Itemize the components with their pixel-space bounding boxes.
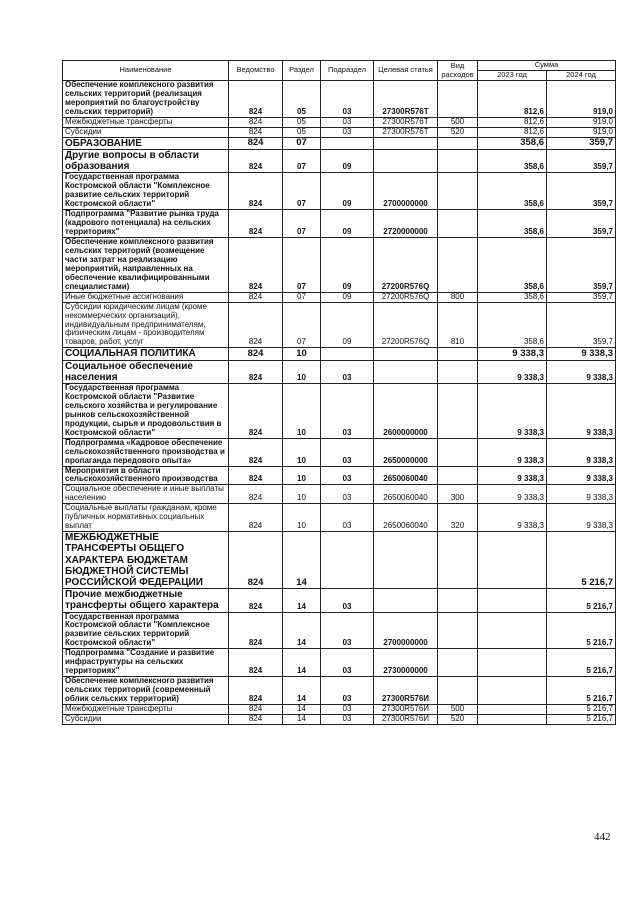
table-row <box>63 292 616 302</box>
cell-dept: 824 <box>229 504 283 532</box>
cell-target: 27300R576И <box>374 677 438 705</box>
cell-kind <box>438 589 478 612</box>
cell-section: 14 <box>283 532 321 589</box>
cell-name: Подпрограмма «Кадровое обеспечение сельскохозяйственного производства и пропаганда передового опыта» <box>63 438 229 466</box>
cell-y2023 <box>478 589 547 612</box>
cell-name: Другие вопросы в области образования <box>63 149 229 172</box>
cell-section: 14 <box>283 705 321 715</box>
cell-kind <box>438 677 478 705</box>
cell-kind <box>438 348 478 360</box>
cell-name: Межбюджетные трансферты <box>63 117 229 127</box>
cell-y2023: 812,6 <box>478 127 547 137</box>
cell-y2023: 358,6 <box>478 149 547 172</box>
cell-y2023 <box>478 532 547 589</box>
cell-y2023: 358,6 <box>478 302 547 348</box>
table-row <box>63 383 616 438</box>
col-header-section: Раздел <box>283 61 321 81</box>
cell-y2024: 919,0 <box>547 127 616 137</box>
cell-y2023: 9 338,3 <box>478 485 547 504</box>
cell-subsection: 03 <box>321 81 374 118</box>
cell-y2023 <box>478 612 547 649</box>
cell-name: Субсидии юридическим лицам (кроме некоммерческих организаций), индивидуальным предпринимателям, физическим лицам - производителям товаров, работ, услуг <box>63 302 229 348</box>
cell-target <box>374 137 438 149</box>
cell-kind: 810 <box>438 302 478 348</box>
cell-name: Социальное обеспечение и иные выплаты населению <box>63 485 229 504</box>
table-row <box>63 360 616 383</box>
cell-target: 2700000000 <box>374 612 438 649</box>
cell-name: СОЦИАЛЬНАЯ ПОЛИТИКА <box>63 348 229 360</box>
cell-y2024: 5 216,7 <box>547 589 616 612</box>
cell-name: Государственная программа Костромской области "Комплексное развитие сельских территорий Костромской области" <box>63 173 229 210</box>
table-row <box>63 485 616 504</box>
table-row <box>63 210 616 238</box>
cell-subsection: 03 <box>321 589 374 612</box>
cell-y2023 <box>478 649 547 677</box>
cell-name: Обеспечение комплексного развития сельских территорий (реализация мероприятий по благоустройству сельских территорий) <box>63 81 229 118</box>
cell-y2024: 9 338,3 <box>547 438 616 466</box>
cell-section: 07 <box>283 292 321 302</box>
table-row <box>63 532 616 589</box>
table-row <box>63 149 616 172</box>
cell-target: 27300R576T <box>374 117 438 127</box>
cell-target <box>374 589 438 612</box>
cell-y2024: 9 338,3 <box>547 348 616 360</box>
cell-section: 07 <box>283 149 321 172</box>
cell-section: 07 <box>283 137 321 149</box>
cell-y2024: 359,7 <box>547 173 616 210</box>
cell-y2024: 5 216,7 <box>547 612 616 649</box>
cell-target: 2650060040 <box>374 485 438 504</box>
cell-target: 2650000000 <box>374 438 438 466</box>
cell-subsection: 09 <box>321 149 374 172</box>
cell-subsection: 03 <box>321 612 374 649</box>
table-row <box>63 117 616 127</box>
cell-subsection: 03 <box>321 117 374 127</box>
cell-section: 10 <box>283 360 321 383</box>
table-row <box>63 127 616 137</box>
cell-dept: 824 <box>229 127 283 137</box>
cell-subsection: 03 <box>321 677 374 705</box>
cell-y2023: 9 338,3 <box>478 466 547 485</box>
col-header-2023: 2023 год <box>478 71 547 81</box>
cell-kind: 300 <box>438 485 478 504</box>
cell-section: 10 <box>283 438 321 466</box>
cell-target: 27200R576Q <box>374 292 438 302</box>
cell-subsection: 03 <box>321 360 374 383</box>
cell-kind <box>438 173 478 210</box>
cell-section: 10 <box>283 383 321 438</box>
cell-y2024: 9 338,3 <box>547 383 616 438</box>
cell-name: Государственная программа Костромской области "Развитие сельского хозяйства и регулирование рынков сельскохозяйственной продукции, сырья и продовольствия в Костромской области" <box>63 383 229 438</box>
cell-kind: 800 <box>438 292 478 302</box>
table-row <box>63 302 616 348</box>
cell-section: 14 <box>283 612 321 649</box>
table-row <box>63 705 616 715</box>
cell-y2024: 359,7 <box>547 137 616 149</box>
cell-dept: 824 <box>229 292 283 302</box>
cell-y2024: 5 216,7 <box>547 532 616 589</box>
cell-section: 05 <box>283 127 321 137</box>
col-header-2024: 2024 год <box>547 71 616 81</box>
cell-section: 07 <box>283 173 321 210</box>
cell-dept: 824 <box>229 360 283 383</box>
cell-kind: 520 <box>438 127 478 137</box>
table-row <box>63 612 616 649</box>
cell-subsection <box>321 137 374 149</box>
cell-y2023: 9 338,3 <box>478 360 547 383</box>
cell-name: Подпрограмма "Создание и развитие инфраструктуры на сельских территориях" <box>63 649 229 677</box>
cell-target: 2730000000 <box>374 649 438 677</box>
cell-name: Подпрограмма "Развитие рынка труда (кадрового потенциала) на сельских территориях" <box>63 210 229 238</box>
cell-subsection: 09 <box>321 237 374 292</box>
cell-subsection: 09 <box>321 302 374 348</box>
cell-name: Обеспечение комплексного развития сельских территорий (возмещение части затрат на реализацию мероприятий, направленных на обеспечение квалифицированными специалистами) <box>63 237 229 292</box>
cell-section: 10 <box>283 466 321 485</box>
cell-section: 10 <box>283 504 321 532</box>
cell-kind <box>438 532 478 589</box>
table-row <box>63 589 616 612</box>
col-header-name: Наименование <box>63 61 229 81</box>
cell-y2024: 9 338,3 <box>547 485 616 504</box>
cell-kind: 520 <box>438 715 478 725</box>
cell-kind <box>438 466 478 485</box>
cell-dept: 824 <box>229 237 283 292</box>
cell-name: Социальные выплаты гражданам, кроме публичных нормативных социальных выплат <box>63 504 229 532</box>
cell-y2023: 9 338,3 <box>478 348 547 360</box>
cell-dept: 824 <box>229 532 283 589</box>
cell-section: 05 <box>283 81 321 118</box>
cell-dept: 824 <box>229 677 283 705</box>
table-row <box>63 81 616 118</box>
cell-subsection: 03 <box>321 504 374 532</box>
cell-y2023: 9 338,3 <box>478 438 547 466</box>
table-row <box>63 348 616 360</box>
cell-kind <box>438 612 478 649</box>
cell-y2024: 359,7 <box>547 149 616 172</box>
cell-name: Прочие межбюджетные трансферты общего характера <box>63 589 229 612</box>
cell-name: Субсидии <box>63 715 229 725</box>
cell-y2023 <box>478 705 547 715</box>
cell-y2023: 358,6 <box>478 210 547 238</box>
cell-section: 10 <box>283 348 321 360</box>
cell-dept: 824 <box>229 81 283 118</box>
cell-target: 27300R576И <box>374 715 438 725</box>
cell-subsection: 03 <box>321 466 374 485</box>
cell-y2024: 9 338,3 <box>547 504 616 532</box>
header-row <box>63 61 616 71</box>
table-row <box>63 466 616 485</box>
cell-name: Иные бюджетные ассигнования <box>63 292 229 302</box>
cell-dept: 824 <box>229 589 283 612</box>
cell-subsection: 03 <box>321 705 374 715</box>
cell-section: 14 <box>283 677 321 705</box>
cell-dept: 824 <box>229 438 283 466</box>
cell-target: 27300R576T <box>374 127 438 137</box>
cell-kind <box>438 438 478 466</box>
cell-name: Социальное обеспечение населения <box>63 360 229 383</box>
cell-target <box>374 348 438 360</box>
table-row <box>63 237 616 292</box>
cell-dept: 824 <box>229 383 283 438</box>
col-header-dept: Ведомство <box>229 61 283 81</box>
cell-y2024: 359,7 <box>547 302 616 348</box>
cell-dept: 824 <box>229 117 283 127</box>
cell-subsection: 09 <box>321 173 374 210</box>
col-header-target: Целевая статья <box>374 61 438 81</box>
cell-section: 14 <box>283 649 321 677</box>
cell-y2024: 359,7 <box>547 292 616 302</box>
cell-name: Обеспечение комплексного развития сельских территорий (современный облик сельских территорий) <box>63 677 229 705</box>
cell-dept: 824 <box>229 149 283 172</box>
cell-target: 2720000000 <box>374 210 438 238</box>
cell-y2023: 9 338,3 <box>478 504 547 532</box>
cell-kind <box>438 81 478 118</box>
cell-target: 27300R576T <box>374 81 438 118</box>
cell-y2024: 919,0 <box>547 117 616 127</box>
cell-section: 10 <box>283 485 321 504</box>
cell-dept: 824 <box>229 705 283 715</box>
cell-y2024: 919,0 <box>547 81 616 118</box>
cell-subsection: 03 <box>321 438 374 466</box>
cell-target: 2600000000 <box>374 383 438 438</box>
cell-dept: 824 <box>229 210 283 238</box>
col-header-sum: Сумма <box>478 61 616 71</box>
table-row <box>63 677 616 705</box>
cell-kind: 500 <box>438 705 478 715</box>
cell-dept: 824 <box>229 715 283 725</box>
cell-dept: 824 <box>229 348 283 360</box>
table-row <box>63 438 616 466</box>
cell-dept: 824 <box>229 137 283 149</box>
cell-section: 14 <box>283 589 321 612</box>
cell-subsection: 03 <box>321 383 374 438</box>
table-row <box>63 504 616 532</box>
cell-y2023: 358,6 <box>478 173 547 210</box>
cell-y2024: 5 216,7 <box>547 715 616 725</box>
cell-y2023: 812,6 <box>478 117 547 127</box>
cell-name: Субсидии <box>63 127 229 137</box>
cell-subsection: 03 <box>321 715 374 725</box>
cell-section: 05 <box>283 117 321 127</box>
cell-target: 27200R576Q <box>374 302 438 348</box>
table-row <box>63 173 616 210</box>
cell-dept: 824 <box>229 485 283 504</box>
cell-subsection <box>321 348 374 360</box>
cell-target: 27300R576И <box>374 705 438 715</box>
cell-y2024: 359,7 <box>547 210 616 238</box>
table-body <box>63 81 616 725</box>
cell-y2023 <box>478 677 547 705</box>
cell-section: 07 <box>283 237 321 292</box>
cell-dept: 824 <box>229 612 283 649</box>
cell-name: Межбюджетные трансферты <box>63 705 229 715</box>
table-row <box>63 715 616 725</box>
cell-subsection: 03 <box>321 485 374 504</box>
cell-subsection: 03 <box>321 649 374 677</box>
cell-target <box>374 360 438 383</box>
cell-kind <box>438 149 478 172</box>
cell-y2024: 359,7 <box>547 237 616 292</box>
cell-dept: 824 <box>229 173 283 210</box>
cell-y2024: 5 216,7 <box>547 649 616 677</box>
cell-target: 27200R576Q <box>374 237 438 292</box>
cell-name: Мероприятия в области сельскохозяйственного производства <box>63 466 229 485</box>
cell-kind <box>438 649 478 677</box>
cell-y2024: 9 338,3 <box>547 466 616 485</box>
cell-section: 07 <box>283 210 321 238</box>
table-row <box>63 137 616 149</box>
cell-subsection <box>321 532 374 589</box>
page-number: 442 <box>594 831 611 843</box>
cell-target: 2700000000 <box>374 173 438 210</box>
cell-dept: 824 <box>229 466 283 485</box>
cell-name: ОБРАЗОВАНИЕ <box>63 137 229 149</box>
cell-section: 07 <box>283 302 321 348</box>
col-header-subsection: Подраздел <box>321 61 374 81</box>
table-row <box>63 649 616 677</box>
cell-kind <box>438 210 478 238</box>
cell-y2023: 812,6 <box>478 81 547 118</box>
cell-dept: 824 <box>229 649 283 677</box>
cell-kind <box>438 137 478 149</box>
cell-subsection: 09 <box>321 210 374 238</box>
cell-kind <box>438 237 478 292</box>
cell-kind: 500 <box>438 117 478 127</box>
budget-table <box>62 60 616 725</box>
cell-y2023: 9 338,3 <box>478 383 547 438</box>
cell-y2023 <box>478 715 547 725</box>
cell-target <box>374 149 438 172</box>
cell-section: 14 <box>283 715 321 725</box>
cell-dept: 824 <box>229 302 283 348</box>
cell-kind <box>438 383 478 438</box>
cell-y2024: 5 216,7 <box>547 705 616 715</box>
cell-y2023: 358,6 <box>478 137 547 149</box>
cell-y2023: 358,6 <box>478 237 547 292</box>
cell-kind: 320 <box>438 504 478 532</box>
cell-subsection: 09 <box>321 292 374 302</box>
cell-y2024: 5 216,7 <box>547 677 616 705</box>
cell-y2023: 358,6 <box>478 292 547 302</box>
cell-name: МЕЖБЮДЖЕТНЫЕ ТРАНСФЕРТЫ ОБЩЕГО ХАРАКТЕРА БЮДЖЕТАМ БЮДЖЕТНОЙ СИСТЕМЫ РОССИЙСКОЙ ФЕДЕРАЦИИ <box>63 532 229 589</box>
cell-subsection: 03 <box>321 127 374 137</box>
cell-y2024: 9 338,3 <box>547 360 616 383</box>
cell-name: Государственная программа Костромской области "Комплексное развитие сельских территорий Костромской области" <box>63 612 229 649</box>
cell-kind <box>438 360 478 383</box>
cell-target: 2650060040 <box>374 466 438 485</box>
col-header-kind: Вид расходов <box>438 61 478 81</box>
cell-target: 2650060040 <box>374 504 438 532</box>
cell-target <box>374 532 438 589</box>
